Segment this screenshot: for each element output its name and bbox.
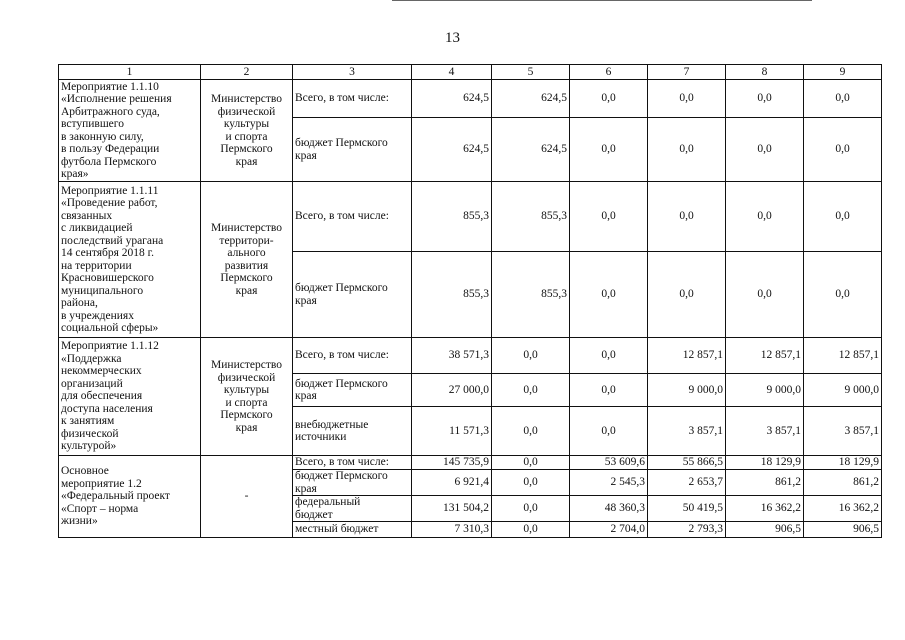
executor-cell: Министерство территори- ального развития Пермского края (201, 182, 293, 338)
value-cell: 12 857,1 (648, 338, 726, 374)
measure-cell: Мероприятие 1.1.10 «Исполнение решения Арбитражного суда, вступившего в законную силу, в пользу Федерации футбола Пермского края» (59, 80, 201, 182)
value-cell: 0,0 (492, 522, 570, 538)
value-cell: 0,0 (492, 470, 570, 496)
table-row (59, 456, 882, 470)
measure-cell: Мероприятие 1.1.12 «Поддержка некоммерческих организаций для обеспечения доступа населения к занятиям физической культурой» (59, 338, 201, 456)
source-cell: Всего, в том числе: (293, 80, 412, 118)
value-cell: 0,0 (570, 252, 648, 338)
value-cell: 38 571,3 (412, 338, 492, 374)
value-cell: 0,0 (726, 118, 804, 182)
value-cell: 2 704,0 (570, 522, 648, 538)
value-cell: 145 735,9 (412, 456, 492, 470)
value-cell: 9 000,0 (804, 374, 882, 407)
column-header: 6 (570, 65, 648, 80)
value-cell: 906,5 (726, 522, 804, 538)
value-cell: 861,2 (804, 470, 882, 496)
source-cell: бюджет Пермского края (293, 374, 412, 407)
value-cell: 9 000,0 (648, 374, 726, 407)
value-cell: 624,5 (412, 80, 492, 118)
table-row (59, 80, 882, 118)
value-cell: 11 571,3 (412, 407, 492, 456)
value-cell: 131 504,2 (412, 496, 492, 522)
source-cell: внебюджетные источники (293, 407, 412, 456)
value-cell: 0,0 (726, 252, 804, 338)
value-cell: 9 000,0 (726, 374, 804, 407)
value-cell: 7 310,3 (412, 522, 492, 538)
executor-cell: Министерство физической культуры и спорта Пермского края (201, 80, 293, 182)
table-row (59, 338, 882, 374)
measure-cell: Основное мероприятие 1.2 «Федеральный проект «Спорт – норма жизни» (59, 456, 201, 538)
value-cell: 0,0 (804, 118, 882, 182)
column-header: 3 (293, 65, 412, 80)
value-cell: 624,5 (492, 118, 570, 182)
value-cell: 18 129,9 (804, 456, 882, 470)
value-cell: 0,0 (804, 252, 882, 338)
source-cell: федеральный бюджет (293, 496, 412, 522)
value-cell: 50 419,5 (648, 496, 726, 522)
value-cell: 55 866,5 (648, 456, 726, 470)
value-cell: 0,0 (804, 182, 882, 252)
value-cell: 27 000,0 (412, 374, 492, 407)
value-cell: 12 857,1 (804, 338, 882, 374)
value-cell: 0,0 (648, 80, 726, 118)
column-header: 9 (804, 65, 882, 80)
value-cell: 18 129,9 (726, 456, 804, 470)
column-header: 1 (59, 65, 201, 80)
value-cell: 624,5 (412, 118, 492, 182)
source-cell: бюджет Пермского края (293, 118, 412, 182)
budget-table (58, 64, 882, 538)
source-cell: Всего, в том числе: (293, 456, 412, 470)
source-cell: Всего, в том числе: (293, 338, 412, 374)
value-cell: 0,0 (570, 80, 648, 118)
value-cell: 0,0 (570, 118, 648, 182)
value-cell: 53 609,6 (570, 456, 648, 470)
value-cell: 0,0 (570, 407, 648, 456)
value-cell: 0,0 (804, 80, 882, 118)
value-cell: 0,0 (726, 80, 804, 118)
value-cell: 0,0 (492, 338, 570, 374)
value-cell: 3 857,1 (804, 407, 882, 456)
executor-cell: - (201, 456, 293, 538)
source-cell: бюджет Пермского края (293, 252, 412, 338)
column-header: 2 (201, 65, 293, 80)
value-cell: 0,0 (648, 118, 726, 182)
table-row (59, 182, 882, 252)
column-header: 7 (648, 65, 726, 80)
value-cell: 0,0 (570, 374, 648, 407)
value-cell: 0,0 (492, 374, 570, 407)
source-cell: Всего, в том числе: (293, 182, 412, 252)
header-row (59, 65, 882, 80)
value-cell: 16 362,2 (726, 496, 804, 522)
page-number: 13 (445, 30, 460, 46)
value-cell: 6 921,4 (412, 470, 492, 496)
column-header: 4 (412, 65, 492, 80)
value-cell: 3 857,1 (648, 407, 726, 456)
source-cell: местный бюджет (293, 522, 412, 538)
column-header: 8 (726, 65, 804, 80)
value-cell: 2 545,3 (570, 470, 648, 496)
value-cell: 0,0 (570, 182, 648, 252)
value-cell: 0,0 (492, 407, 570, 456)
source-cell: бюджет Пермского края (293, 470, 412, 496)
value-cell: 0,0 (492, 456, 570, 470)
value-cell: 855,3 (412, 252, 492, 338)
value-cell: 624,5 (492, 80, 570, 118)
measure-cell: Мероприятие 1.1.11 «Проведение работ, связанных с ликвидацией последствий урагана 14 сентября 2018 г. на территории Красновишерского муниципального района, в учреждениях социальной сферы» (59, 182, 201, 338)
value-cell: 16 362,2 (804, 496, 882, 522)
value-cell: 855,3 (492, 252, 570, 338)
value-cell: 0,0 (492, 496, 570, 522)
top-rule (392, 0, 812, 1)
value-cell: 0,0 (726, 182, 804, 252)
value-cell: 855,3 (492, 182, 570, 252)
value-cell: 3 857,1 (726, 407, 804, 456)
column-header: 5 (492, 65, 570, 80)
value-cell: 2 653,7 (648, 470, 726, 496)
value-cell: 0,0 (570, 338, 648, 374)
executor-cell: Министерство физической культуры и спорта Пермского края (201, 338, 293, 456)
value-cell: 48 360,3 (570, 496, 648, 522)
value-cell: 855,3 (412, 182, 492, 252)
value-cell: 0,0 (648, 182, 726, 252)
value-cell: 2 793,3 (648, 522, 726, 538)
value-cell: 0,0 (648, 252, 726, 338)
value-cell: 861,2 (726, 470, 804, 496)
value-cell: 12 857,1 (726, 338, 804, 374)
value-cell: 906,5 (804, 522, 882, 538)
